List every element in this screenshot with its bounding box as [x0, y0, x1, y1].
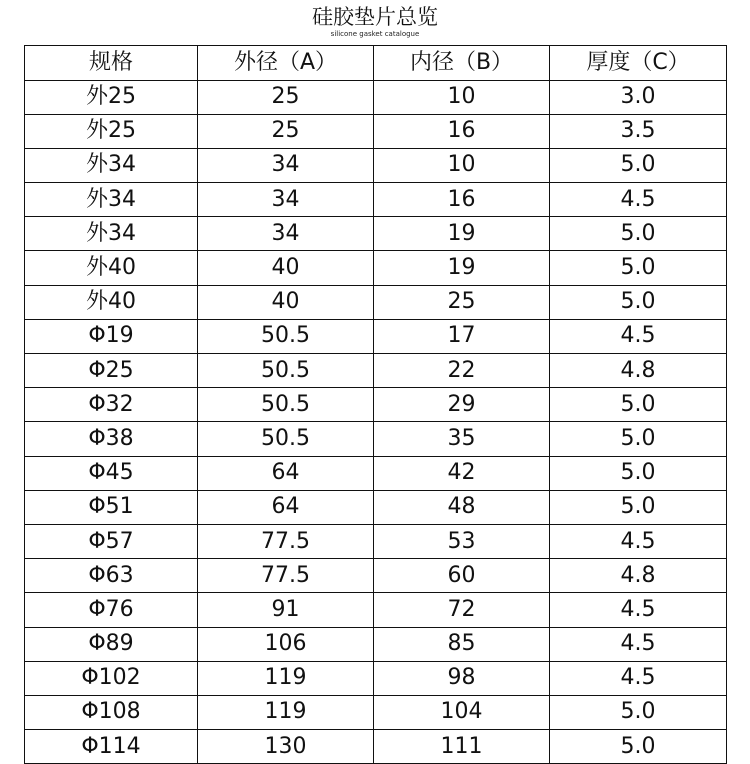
cell-thickness: 3.0	[550, 80, 727, 114]
cell-spec: 外40	[25, 285, 198, 319]
table-row	[25, 627, 727, 661]
cell-spec: Φ108	[25, 695, 198, 729]
cell-outer-diameter: 50.5	[198, 422, 374, 456]
table-row	[25, 661, 727, 695]
cell-spec: Φ76	[25, 593, 198, 627]
cell-thickness: 5.0	[550, 388, 727, 422]
cell-thickness: 5.0	[550, 251, 727, 285]
cell-inner-diameter: 48	[374, 490, 550, 524]
cell-inner-diameter: 35	[374, 422, 550, 456]
cell-spec: 外25	[25, 80, 198, 114]
cell-inner-diameter: 29	[374, 388, 550, 422]
cell-outer-diameter: 25	[198, 80, 374, 114]
cell-inner-diameter: 17	[374, 319, 550, 353]
cell-inner-diameter: 19	[374, 217, 550, 251]
cell-thickness: 4.8	[550, 354, 727, 388]
cell-outer-diameter: 50.5	[198, 319, 374, 353]
cell-inner-diameter: 104	[374, 695, 550, 729]
cell-spec: Φ45	[25, 456, 198, 490]
table-row	[25, 148, 727, 182]
table-row	[25, 695, 727, 729]
cell-outer-diameter: 91	[198, 593, 374, 627]
cell-inner-diameter: 25	[374, 285, 550, 319]
page-title: 硅胶垫片总览	[312, 5, 438, 29]
cell-outer-diameter: 77.5	[198, 524, 374, 558]
cell-outer-diameter: 34	[198, 148, 374, 182]
table-row	[25, 183, 727, 217]
cell-inner-diameter: 16	[374, 183, 550, 217]
cell-thickness: 5.0	[550, 456, 727, 490]
header-spec: 规格	[25, 46, 198, 81]
table-row	[25, 388, 727, 422]
cell-outer-diameter: 40	[198, 285, 374, 319]
cell-inner-diameter: 22	[374, 354, 550, 388]
cell-spec: Φ25	[25, 354, 198, 388]
cell-thickness: 5.0	[550, 217, 727, 251]
table-row	[25, 80, 727, 114]
cell-spec: 外34	[25, 217, 198, 251]
cell-spec: 外34	[25, 148, 198, 182]
table-row	[25, 593, 727, 627]
cell-spec: Φ38	[25, 422, 198, 456]
cell-spec: Φ114	[25, 730, 198, 764]
cell-spec: Φ63	[25, 559, 198, 593]
cell-inner-diameter: 10	[374, 80, 550, 114]
table-row	[25, 251, 727, 285]
cell-spec: Φ19	[25, 319, 198, 353]
table-row	[25, 319, 727, 353]
cell-thickness: 5.0	[550, 695, 727, 729]
cell-outer-diameter: 130	[198, 730, 374, 764]
cell-outer-diameter: 64	[198, 456, 374, 490]
cell-spec: Φ102	[25, 661, 198, 695]
table-body	[25, 80, 727, 764]
cell-thickness: 5.0	[550, 490, 727, 524]
page-subtitle: silicone gasket catalogue	[330, 30, 420, 38]
table-row	[25, 354, 727, 388]
cell-thickness: 4.5	[550, 524, 727, 558]
cell-thickness: 5.0	[550, 730, 727, 764]
cell-inner-diameter: 53	[374, 524, 550, 558]
cell-thickness: 4.5	[550, 593, 727, 627]
cell-inner-diameter: 16	[374, 114, 550, 148]
cell-outer-diameter: 34	[198, 217, 374, 251]
cell-spec: 外40	[25, 251, 198, 285]
cell-spec: Φ89	[25, 627, 198, 661]
table-row	[25, 490, 727, 524]
table-row	[25, 422, 727, 456]
cell-inner-diameter: 72	[374, 593, 550, 627]
header-thickness: 厚度（C）	[550, 46, 727, 81]
cell-spec: 外25	[25, 114, 198, 148]
cell-outer-diameter: 106	[198, 627, 374, 661]
cell-spec: Φ57	[25, 524, 198, 558]
cell-thickness: 4.5	[550, 627, 727, 661]
cell-inner-diameter: 60	[374, 559, 550, 593]
cell-thickness: 4.5	[550, 183, 727, 217]
cell-outer-diameter: 77.5	[198, 559, 374, 593]
table-row	[25, 559, 727, 593]
cell-spec: Φ51	[25, 490, 198, 524]
cell-inner-diameter: 85	[374, 627, 550, 661]
cell-thickness: 4.8	[550, 559, 727, 593]
table-row	[25, 114, 727, 148]
cell-outer-diameter: 50.5	[198, 388, 374, 422]
gasket-table	[24, 45, 727, 764]
table-row	[25, 456, 727, 490]
cell-outer-diameter: 34	[198, 183, 374, 217]
cell-inner-diameter: 42	[374, 456, 550, 490]
table-row	[25, 285, 727, 319]
cell-thickness: 4.5	[550, 319, 727, 353]
cell-thickness: 5.0	[550, 285, 727, 319]
cell-spec: Φ32	[25, 388, 198, 422]
cell-outer-diameter: 50.5	[198, 354, 374, 388]
cell-spec: 外34	[25, 183, 198, 217]
header-inner-diameter: 内径（B）	[374, 46, 550, 81]
cell-inner-diameter: 111	[374, 730, 550, 764]
header-outer-diameter: 外径（A）	[198, 46, 374, 81]
cell-outer-diameter: 25	[198, 114, 374, 148]
table-row	[25, 217, 727, 251]
cell-outer-diameter: 40	[198, 251, 374, 285]
cell-inner-diameter: 10	[374, 148, 550, 182]
cell-outer-diameter: 119	[198, 695, 374, 729]
cell-inner-diameter: 98	[374, 661, 550, 695]
cell-thickness: 4.5	[550, 661, 727, 695]
cell-thickness: 3.5	[550, 114, 727, 148]
table-header-row	[25, 46, 727, 81]
table-row	[25, 524, 727, 558]
cell-outer-diameter: 119	[198, 661, 374, 695]
cell-outer-diameter: 64	[198, 490, 374, 524]
cell-inner-diameter: 19	[374, 251, 550, 285]
cell-thickness: 5.0	[550, 148, 727, 182]
cell-thickness: 5.0	[550, 422, 727, 456]
table-row	[25, 730, 727, 764]
